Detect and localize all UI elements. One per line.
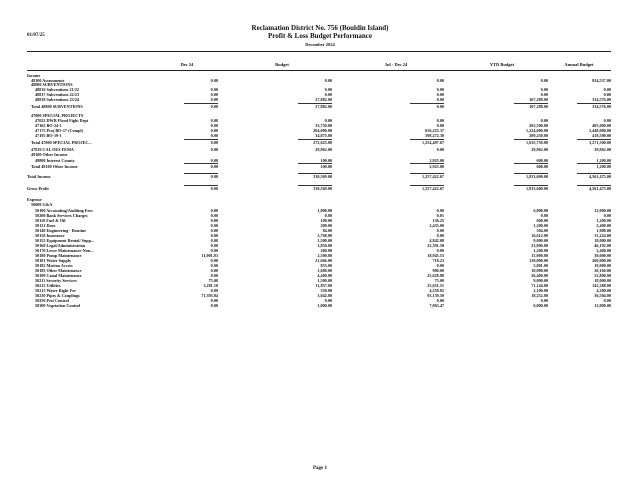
row-label: 50300 Vegetation Control xyxy=(35,303,81,308)
row-value: 833.00 xyxy=(320,263,332,268)
header-rule xyxy=(27,51,611,52)
row-value: 980.00 xyxy=(432,268,444,273)
row-value: 75.00 xyxy=(208,278,218,283)
row-label: Total 47000 SPECIAL PROJEC... xyxy=(31,140,92,145)
row-value: 1,200.00 xyxy=(533,223,548,228)
total-rule xyxy=(514,163,548,164)
total-rule xyxy=(577,185,611,186)
row-value: 142,288.00 xyxy=(592,283,611,288)
row-value: 71,144.00 xyxy=(531,283,548,288)
total-rule xyxy=(410,103,444,104)
row-value: 52,800.00 xyxy=(594,273,611,278)
total-rule xyxy=(298,139,332,140)
row-label: 48800 SUBVENTIONS xyxy=(31,82,73,87)
row-value: 2,100.00 xyxy=(533,288,548,293)
row-value: 600.00 xyxy=(536,218,548,223)
row-value: 29,962.00 xyxy=(315,147,332,152)
row-value: 33,750.00 xyxy=(315,123,332,128)
row-value: 12,000.00 xyxy=(594,208,611,213)
row-value: 202,500.00 xyxy=(529,123,548,128)
row-value: 0.00 xyxy=(603,87,611,92)
row-value: 0.00 xyxy=(324,87,332,92)
row-value: 6,000.00 xyxy=(533,303,548,308)
row-label: 50185 Other Maintenance xyxy=(35,268,82,273)
total-rule xyxy=(184,139,218,140)
row-value: 71,393.04 xyxy=(201,293,218,298)
row-value: 29,962.00 xyxy=(531,147,548,152)
row-label: 50180 Pump Maintenance xyxy=(35,253,82,258)
row-value: 20,160.00 xyxy=(594,268,611,273)
row-value: 0.00 xyxy=(210,118,218,123)
row-value: 2,448,000.00 xyxy=(589,128,611,133)
row-value: 330,569.00 xyxy=(313,174,332,179)
row-value: 334,576.00 xyxy=(592,97,611,102)
row-value: 0.00 xyxy=(540,92,548,97)
row-value: 0.00 xyxy=(324,118,332,123)
row-value: 0.00 xyxy=(436,97,444,102)
row-label: 50212 Utilities xyxy=(35,283,61,288)
column-header: YTD Budget xyxy=(489,62,515,67)
row-value: 0.00 xyxy=(210,92,218,97)
report-subtitle: Profit & Loss Budget Performance xyxy=(267,32,373,40)
total-rule xyxy=(410,173,444,174)
row-value: 29,962.00 xyxy=(594,147,611,152)
row-label: 48817 Subventions 22/23 xyxy=(35,92,79,97)
row-value: 0.00 xyxy=(324,78,332,83)
row-value: 0.00 xyxy=(210,104,218,109)
row-label: Total 49100 Other Income xyxy=(31,164,78,169)
row-value: 1,500.00 xyxy=(317,238,332,243)
row-value: 0.00 xyxy=(210,208,218,213)
row-value: 46,192.00 xyxy=(594,243,611,248)
column-header-rule xyxy=(27,70,611,71)
total-rule xyxy=(577,173,611,174)
row-value: 75.00 xyxy=(434,278,444,283)
row-value: 27,882.00 xyxy=(315,97,332,102)
row-value: 16,612.00 xyxy=(531,233,548,238)
row-value: 0.00 xyxy=(210,87,218,92)
table-row xyxy=(0,164,640,170)
row-value: 100.00 xyxy=(320,218,332,223)
row-value: 0.00 xyxy=(210,158,218,163)
row-value: 0.00 xyxy=(210,128,218,133)
row-value: 84.00 xyxy=(322,228,332,233)
row-value: 405,000.00 xyxy=(592,123,611,128)
row-value: 334,576.00 xyxy=(592,104,611,109)
row-value: 0.00 xyxy=(210,140,218,145)
report-title: Reclamation District No. 756 (Bouldin Island) xyxy=(251,24,389,32)
row-value: 33,224.00 xyxy=(594,233,611,238)
row-value: 1,833,600.00 xyxy=(526,174,548,179)
row-value: 0.00 xyxy=(436,147,444,152)
row-value: 26,400.00 xyxy=(531,273,548,278)
row-value: 0.00 xyxy=(210,164,218,169)
row-value: 3,271,500.00 xyxy=(589,140,611,145)
row-value: 0.00 xyxy=(210,268,218,273)
row-value: 4,561,475.00 xyxy=(589,174,611,179)
row-value: 1,254,497.67 xyxy=(422,140,444,145)
row-label: 50155 Equipment Rental/ Supp... xyxy=(35,238,95,243)
row-label: Expense xyxy=(27,197,42,202)
row-value: 0.00 xyxy=(210,258,218,263)
row-value: 2,400.00 xyxy=(596,248,611,253)
row-value: 0.00 xyxy=(210,228,218,233)
table-row xyxy=(0,174,640,180)
row-value: 1,008.00 xyxy=(596,228,611,233)
total-rule xyxy=(184,163,218,164)
row-value: 130,000.00 xyxy=(529,258,548,263)
total-rule xyxy=(298,185,332,186)
row-value: 4,200.00 xyxy=(596,288,611,293)
row-value: 0.00 xyxy=(436,123,444,128)
total-rule xyxy=(410,185,444,186)
row-label: 50121 Dues xyxy=(35,223,56,228)
row-label: 50150 Insurance xyxy=(35,233,65,238)
row-label: 50250 Pest Control xyxy=(35,298,69,303)
row-label: 47022 DWR Flood Fight Dept xyxy=(35,118,89,123)
row-value: 0.00 xyxy=(540,213,548,218)
row-label: 47195 BO-19-1 xyxy=(35,133,62,138)
row-label: 50182 Marina Access xyxy=(35,263,73,268)
column-header: Budget xyxy=(275,62,289,67)
row-value: 0.00 xyxy=(210,243,218,248)
total-rule xyxy=(184,185,218,186)
row-value: 167,288.00 xyxy=(529,104,548,109)
row-value: 0.00 xyxy=(210,248,218,253)
row-value: 22,391.50 xyxy=(427,243,444,248)
row-value: 1,833,600.00 xyxy=(526,186,548,191)
total-rule xyxy=(577,103,611,104)
row-value: 0.00 xyxy=(210,213,218,218)
row-value: 21,666.00 xyxy=(315,258,332,263)
row-label: 47165 BO-24-1 xyxy=(35,123,62,128)
row-value: 0.00 xyxy=(210,263,218,268)
row-value: 0.00 xyxy=(210,147,218,152)
row-value: 7,063.47 xyxy=(429,303,444,308)
row-value: 3,850.00 xyxy=(317,243,332,248)
row-value: 0.00 xyxy=(540,78,548,83)
row-value: 2,500.00 xyxy=(317,253,332,258)
row-value: 0.00 xyxy=(210,288,218,293)
row-value: 1,635,750.00 xyxy=(526,140,548,145)
row-label: 48100 Assessments xyxy=(31,78,65,83)
row-value: 11,001.03 xyxy=(201,253,218,258)
row-value: 9,000.00 xyxy=(533,278,548,283)
row-value: 1,680.00 xyxy=(317,268,332,273)
row-value: 0.00 xyxy=(436,118,444,123)
report-period: December 2024 xyxy=(305,42,335,47)
row-label: Total 48800 SUBVENTIONS xyxy=(31,104,83,109)
row-value: 200.00 xyxy=(320,223,332,228)
row-value: 0.00 xyxy=(210,238,218,243)
row-value: 27,882.00 xyxy=(315,104,332,109)
row-value: 272,625.00 xyxy=(313,140,332,145)
row-value: 0.00 xyxy=(210,218,218,223)
row-value: 12,000.00 xyxy=(594,303,611,308)
row-value: 0.00 xyxy=(210,223,218,228)
row-value: 0.00 xyxy=(210,233,218,238)
row-value: 9,000.00 xyxy=(533,238,548,243)
row-value: 600.00 xyxy=(536,164,548,169)
row-value: 4,558.82 xyxy=(429,288,444,293)
row-value: 0.00 xyxy=(436,87,444,92)
row-value: 718.23 xyxy=(432,258,444,263)
row-label: 48818 Subventions 23/24 xyxy=(35,97,79,102)
row-value: 1,257,422.67 xyxy=(422,174,444,179)
row-value: 100.00 xyxy=(320,158,332,163)
row-value: 0.00 xyxy=(210,303,218,308)
total-rule xyxy=(184,103,218,104)
row-value: 4,842.08 xyxy=(429,238,444,243)
row-value: 0.00 xyxy=(210,123,218,128)
row-value: 0.00 xyxy=(436,263,444,268)
row-value: 0.00 xyxy=(436,298,444,303)
row-value: 6,000.00 xyxy=(533,208,548,213)
row-label: 49100 Other Income xyxy=(31,152,68,157)
row-value: 209,250.00 xyxy=(529,133,548,138)
row-value: 1,257,422.67 xyxy=(422,186,444,191)
row-value: 10,080.00 xyxy=(531,268,548,273)
row-value: 260,000.00 xyxy=(592,258,611,263)
row-label: 47819 CAL OES FEMA xyxy=(31,147,74,152)
row-value: 18,945.53 xyxy=(427,253,444,258)
row-value: 1,000.00 xyxy=(317,303,332,308)
row-label: 50211 Security Services xyxy=(35,278,77,283)
row-value: 0.00 xyxy=(210,174,218,179)
row-label: 47000 SPECIAL PROJECTS xyxy=(31,113,84,118)
total-rule xyxy=(514,139,548,140)
row-value: 18,000.00 xyxy=(594,238,611,243)
row-value: 600.00 xyxy=(536,158,548,163)
row-label: 50170 Levee Maintenance-Non... xyxy=(35,248,94,253)
row-value: 3,281.10 xyxy=(203,283,218,288)
row-value: 0.00 xyxy=(436,92,444,97)
page-number: Page 1 xyxy=(312,466,328,471)
row-value: 11,857.00 xyxy=(315,283,332,288)
report-date: 01/07/25 xyxy=(27,33,45,38)
row-value: 656,225.37 xyxy=(425,128,444,133)
row-label: 50140 Engineering - Routine xyxy=(35,228,87,233)
row-value: 0.00 xyxy=(436,104,444,109)
row-label: 50160 Legal/Administration xyxy=(35,243,86,248)
row-value: 2,925.00 xyxy=(429,164,444,169)
column-header: Jul - Dec 24 xyxy=(384,62,408,67)
row-value: 0.00 xyxy=(210,186,218,191)
row-value: 100.00 xyxy=(320,164,332,169)
total-rule xyxy=(410,163,444,164)
column-header: Dec 24 xyxy=(180,62,194,67)
row-value: 1,224,000.00 xyxy=(526,128,548,133)
table-row xyxy=(0,140,640,146)
row-label: 50000 G&A xyxy=(31,202,53,207)
row-label: 48816 Subventions 21/22 xyxy=(35,87,79,92)
row-value: 598,272.30 xyxy=(425,133,444,138)
row-value: 0.00 xyxy=(540,87,548,92)
row-value: 30,000.00 xyxy=(594,253,611,258)
row-value: 4,561,475.00 xyxy=(589,186,611,191)
row-label: Total Income xyxy=(27,174,51,179)
row-value: 0.00 xyxy=(436,78,444,83)
row-value: 36,504.00 xyxy=(594,293,611,298)
row-value: 18,000.00 xyxy=(594,278,611,283)
row-value: 15,000.00 xyxy=(531,253,548,258)
total-rule xyxy=(577,139,611,140)
row-value: 0.00 xyxy=(603,92,611,97)
row-value: 2,925.00 xyxy=(429,158,444,163)
row-value: 0.00 xyxy=(210,298,218,303)
row-value: 5,001.00 xyxy=(533,263,548,268)
row-value: 1,200.00 xyxy=(533,248,548,253)
total-rule xyxy=(298,173,332,174)
row-value: 93,139.50 xyxy=(427,293,444,298)
row-value: 924,537.00 xyxy=(592,78,611,83)
row-value: 0.00 xyxy=(436,208,444,213)
row-value: 200.00 xyxy=(320,248,332,253)
row-label: 50230 Pipes & Couplings xyxy=(35,293,80,298)
row-value: 10,000.00 xyxy=(594,263,611,268)
row-value: 2,768.00 xyxy=(317,233,332,238)
total-rule xyxy=(514,185,548,186)
total-rule xyxy=(514,103,548,104)
total-rule xyxy=(410,139,444,140)
total-rule xyxy=(298,163,332,164)
row-value: 0.00 xyxy=(324,92,332,97)
row-value: 0.00 xyxy=(324,298,332,303)
row-value: 0.00 xyxy=(603,298,611,303)
row-value: 34,875.00 xyxy=(315,133,332,138)
row-value: 18,252.00 xyxy=(531,293,548,298)
row-value: 204,000.00 xyxy=(313,128,332,133)
row-value: 418,500.00 xyxy=(592,133,611,138)
row-value: 1,200.00 xyxy=(596,158,611,163)
row-label: 50100 Accounting/Auditing Fees xyxy=(35,208,93,213)
row-value: 23,096.00 xyxy=(531,243,548,248)
row-label: 50200 Bank Services Charges xyxy=(35,213,88,218)
row-value: 25,651.51 xyxy=(427,283,444,288)
row-value: 0.00 xyxy=(436,248,444,253)
row-value: 167,288.00 xyxy=(529,97,548,102)
row-label: 50181 Water Supply xyxy=(35,258,72,263)
row-value: 0.00 xyxy=(324,213,332,218)
row-value: 0.00 xyxy=(540,118,548,123)
row-value: 0.00 xyxy=(210,133,218,138)
row-label: Income xyxy=(27,73,41,78)
row-value: 0.00 xyxy=(603,118,611,123)
row-value: 0.00 xyxy=(436,228,444,233)
row-value: 2,400.00 xyxy=(596,223,611,228)
total-rule xyxy=(514,173,548,174)
row-value: 504.00 xyxy=(536,228,548,233)
row-value: 0.00 xyxy=(210,273,218,278)
row-value: 25,628.88 xyxy=(427,273,444,278)
row-label: 50110 Fuel & Oil xyxy=(35,218,66,223)
row-label: Gross Profit xyxy=(27,186,49,191)
row-value: 0.00 xyxy=(540,298,548,303)
row-label: 50213 Water Right Fee xyxy=(35,288,76,293)
row-value: 350.00 xyxy=(320,288,332,293)
row-value: 0.00 xyxy=(210,97,218,102)
table-row xyxy=(0,104,640,110)
row-value: 136.25 xyxy=(432,218,444,223)
row-value: 0.00 xyxy=(210,78,218,83)
row-value: 330,569.00 xyxy=(313,186,332,191)
row-value: 4,400.00 xyxy=(317,273,332,278)
row-value: 1,200.00 xyxy=(596,164,611,169)
row-value: 3,042.00 xyxy=(317,293,332,298)
row-label: 50190 Canal Maintenance xyxy=(35,273,82,278)
table-row xyxy=(0,303,640,309)
total-rule xyxy=(577,163,611,164)
total-rule xyxy=(298,103,332,104)
row-value: 1,000.00 xyxy=(317,208,332,213)
row-label: 49800 Interest County xyxy=(35,158,75,163)
row-label: 47175 Proj BO-17 (Compl) xyxy=(35,128,83,133)
table-row xyxy=(0,186,640,192)
row-value: 0.00 xyxy=(603,213,611,218)
total-rule xyxy=(184,173,218,174)
row-value: 2,435.00 xyxy=(429,223,444,228)
row-value: 1,200.00 xyxy=(596,218,611,223)
column-header: Annual Budget xyxy=(564,62,594,67)
row-value: 0.01 xyxy=(436,213,444,218)
row-value: 1,500.00 xyxy=(317,278,332,283)
row-value: 0.00 xyxy=(436,233,444,238)
